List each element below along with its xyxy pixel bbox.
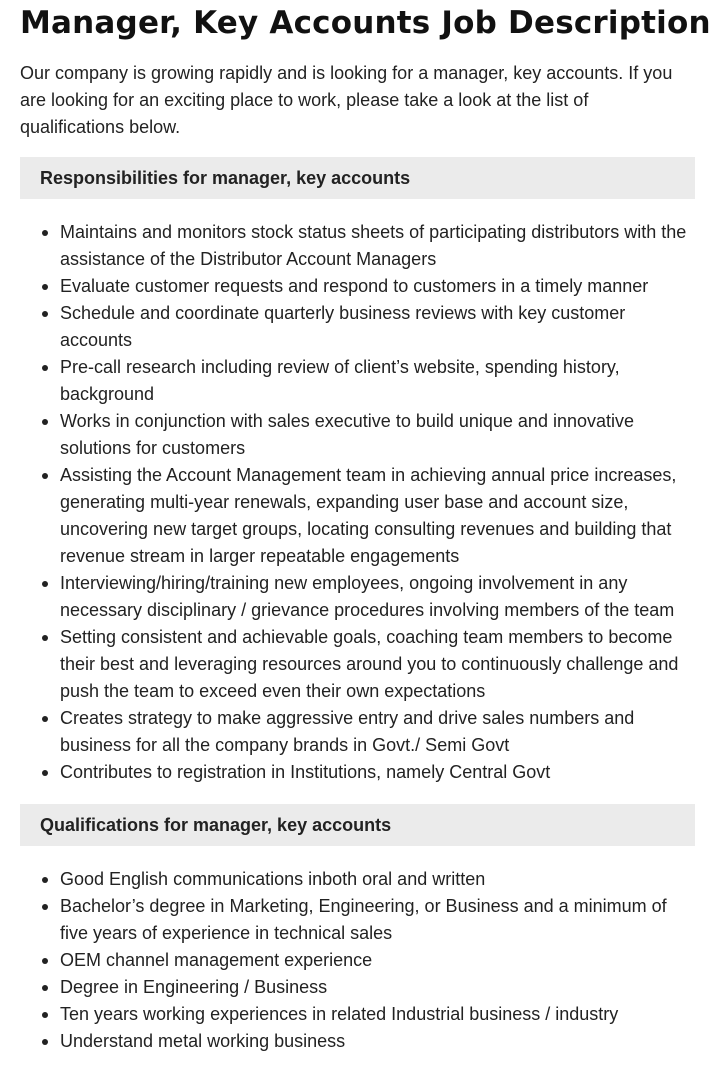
list-item: Assisting the Account Management team in achieving annual price increases, generating multi-year renewals, expanding user base and account size, uncovering new target groups, locating consulting revenues and building that revenue stream in larger repeatable engagements	[60, 462, 695, 570]
list-item: OEM channel management experience	[60, 947, 695, 974]
responsibilities-heading: Responsibilities for manager, key accounts	[20, 157, 695, 199]
list-item: Schedule and coordinate quarterly business reviews with key customer accounts	[60, 300, 695, 354]
list-item: Maintains and monitors stock status sheets of participating distributors with the assistance of the Distributor Account Managers	[60, 219, 695, 273]
list-item: Understand metal working business	[60, 1028, 695, 1055]
list-item: Ten years working experiences in related Industrial business / industry	[60, 1001, 695, 1028]
list-item: Works in conjunction with sales executive to build unique and innovative solutions for customers	[60, 408, 695, 462]
list-item: Setting consistent and achievable goals, coaching team members to become their best and leveraging resources around you to continuously challenge and push the team to exceed even their own expectations	[60, 624, 695, 705]
list-item: Bachelor’s degree in Marketing, Engineering, or Business and a minimum of five years of experience in technical sales	[60, 893, 695, 947]
list-item: Creates strategy to make aggressive entry and drive sales numbers and business for all the company brands in Govt./ Semi Govt	[60, 705, 695, 759]
intro-paragraph: Our company is growing rapidly and is looking for a manager, key accounts. If you are looking for an exciting place to work, please take a look at the list of qualifications below.	[20, 63, 673, 137]
list-item: Interviewing/hiring/training new employees, ongoing involvement in any necessary disciplinary / grievance procedures involving members of the team	[60, 570, 695, 624]
list-item: Good English communications inboth oral and written	[60, 866, 695, 893]
qualifications-list	[20, 866, 695, 1055]
list-item: Pre-call research including review of client’s website, spending history, background	[60, 354, 695, 408]
responsibilities-list	[20, 219, 695, 786]
page-title: Manager, Key Accounts Job Description	[20, 5, 711, 41]
list-item: Contributes to registration in Institutions, namely Central Govt	[60, 759, 695, 786]
qualifications-heading: Qualifications for manager, key accounts	[20, 804, 695, 846]
list-item: Degree in Engineering / Business	[60, 974, 695, 1001]
list-item: Evaluate customer requests and respond to customers in a timely manner	[60, 273, 695, 300]
